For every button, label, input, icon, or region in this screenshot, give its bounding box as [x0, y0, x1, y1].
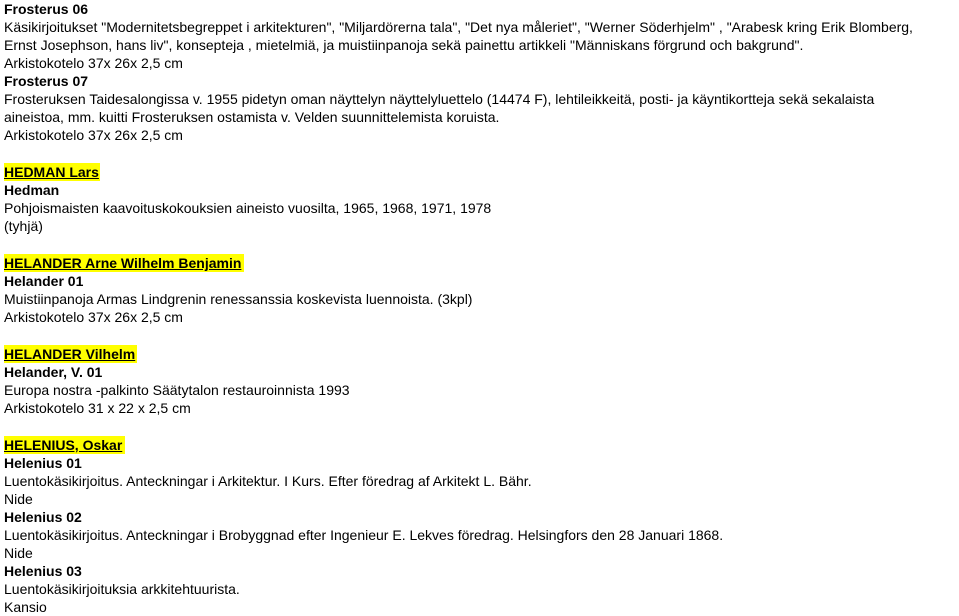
entry-storage: Arkistokotelo 37x 26x 2,5 cm [4, 127, 183, 143]
person-section [4, 345, 955, 417]
entry-description: Luentokäsikirjoitus. Anteckningar i Arkitektur. I Kurs. Efter föredrag af Arkitekt L. Bähr. [4, 473, 532, 489]
entry-code: Helenius 03 [4, 563, 82, 579]
entry-storage: Arkistokotelo 31 x 22 x 2,5 cm [4, 400, 191, 416]
entry-code: Helander, V. 01 [4, 364, 103, 380]
section-spacer [4, 326, 955, 344]
entry-description: Europa nostra -palkinto Säätytalon restauroinnista 1993 [4, 382, 350, 398]
entry-code: Helander 01 [4, 273, 84, 289]
entry-description: Käsikirjoitukset "Modernitetsbegreppet i arkitekturen", "Miljardörerna tala", "Det nya måleriet", "Werner Söderhjelm" , "Arabesk kring Erik Blomberg, Ernst Josephson, hans liv", konsepteja , mietelmiä, ja muistiinpanoja sekä painettu artikkeli "Människans förgrund och bakgrund". [4, 19, 913, 53]
entry-description: Pohjoismaisten kaavoituskokouksien aineisto vuosilta, 1965, 1968, 1971, 1978 [4, 200, 492, 216]
entry-description: Luentokäsikirjoituksia arkkitehtuurista. [4, 581, 240, 597]
entry-code: Hedman [4, 182, 60, 198]
person-heading: HEDMAN Lars [4, 164, 99, 180]
section-spacer [4, 144, 955, 162]
archive-entry [4, 0, 955, 72]
entry-storage: Arkistokotelo 37x 26x 2,5 cm [4, 55, 183, 71]
entry-description: Luentokäsikirjoitus. Anteckningar i Brobyggnad efter Ingenieur E. Lekves föredrag. Helsingfors den 28 Januari 1868. [4, 527, 724, 543]
entry-code: Helenius 01 [4, 455, 82, 471]
entry-storage: Arkistokotelo 37x 26x 2,5 cm [4, 309, 183, 325]
person-heading: HELANDER Arne Wilhelm Benjamin [4, 254, 244, 272]
entry-code: Frosterus 06 [4, 1, 89, 17]
entry-description: Frosteruksen Taidesalongissa v. 1955 pidetyn oman näyttelyn näyttelyluettelo (14474 F), lehtileikkeitä, posti- ja käyntikortteja sekä sekalaista aineistoa, mm. kuitti Frosteruksen ostamista v. Velden suunnittelemista koruista. [4, 91, 875, 125]
person-section [4, 254, 955, 326]
person-section [4, 163, 955, 235]
person-section [4, 436, 955, 616]
entry-storage: Kansio [4, 599, 47, 615]
entry-code: Helenius 02 [4, 509, 82, 525]
archive-entry [4, 72, 955, 144]
section-spacer [4, 417, 955, 435]
entry-description: Muistiinpanoja Armas Lindgrenin renessanssia koskevista luennoista. (3kpl) [4, 291, 473, 307]
person-heading: HELANDER Vilhelm [4, 346, 136, 362]
entry-storage: (tyhjä) [4, 218, 43, 234]
entry-storage: Nide [4, 545, 33, 561]
person-heading: HELENIUS, Oskar [4, 436, 125, 454]
entry-code: Frosterus 07 [4, 73, 89, 89]
section-spacer [4, 235, 955, 253]
entry-storage: Nide [4, 491, 33, 507]
